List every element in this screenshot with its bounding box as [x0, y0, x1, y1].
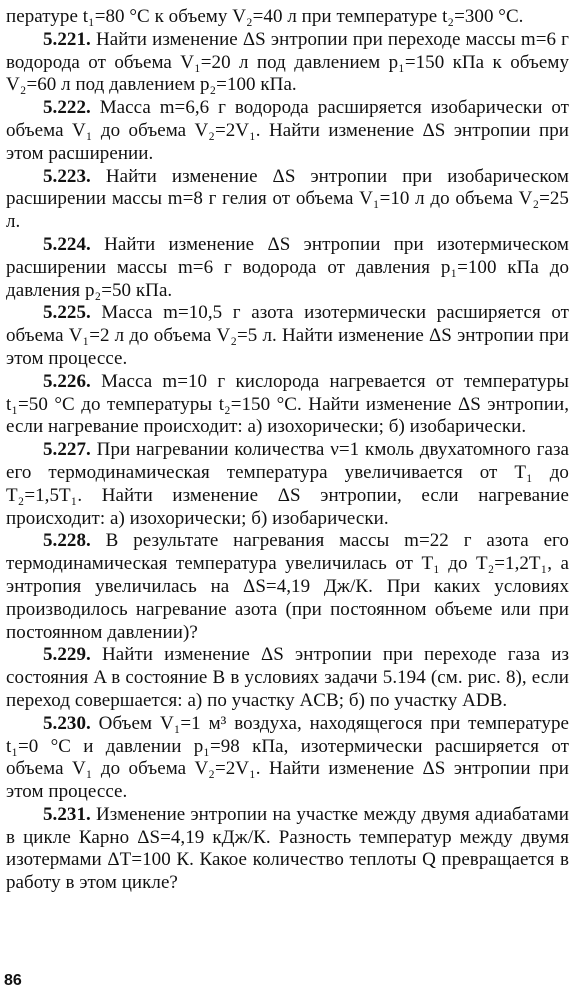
intro-continuation: пературе t₁=80 °С к объему V₂=40 л при температуре t₂=300 °С. [6, 6, 524, 27]
problem-text: Масса m=10,5 г азота изотермически расширяется от объема V₁=2 л до объема V₂=5 л. Найти изменение ΔS энтропии при этом процессе. [6, 302, 569, 369]
problem-number: 5.227. [43, 439, 91, 461]
problem-text: Изменение энтропии на участке между двумя адиабатами в цикле Карно ΔS=4,19 кДж/К. Разность температур между двумя изотермами ΔT=100 К. Какое количество теплоты Q превращается в работу в этом цикле? [6, 803, 569, 894]
problem-5-221 [6, 29, 569, 97]
problem-number: 5.228. [43, 530, 91, 552]
problem-number: 5.226. [43, 370, 91, 392]
problem-5-223 [6, 166, 569, 234]
problem-5-225 [6, 302, 569, 370]
problem-text: Найти изменение ΔS энтропии при изотермическом расширении массы m=6 г водорода от давления p₁=100 кПа до давления p₂=50 кПа. [6, 233, 569, 301]
problem-number: 5.224. [43, 233, 91, 255]
problem-number: 5.230. [43, 712, 91, 734]
problem-number: 5.225. [43, 302, 91, 324]
problem-5-226 [6, 371, 569, 439]
problem-text: Найти изменение ΔS энтропии при изобарическом расширении массы m=8 г гелия от объема V₁=10 л до объема V₂=25 л. [6, 165, 569, 233]
problem-5-222 [6, 97, 569, 165]
problem-text: В результате нагревания массы m=22 г азота его термодинамическая температура увеличилась от T₁ до T₂=1,2T₁, а энтропия увеличилась на ΔS=4,19 Дж/К. При каких условиях производилось нагревание азота (при постоянном объеме или при постоянном давлении)? [6, 530, 569, 643]
problem-5-230 [6, 713, 569, 804]
problem-text: При нагревании количества ν=1 кмоль двухатомного газа его термодинамическая температура увеличивается от T₁ до T₂=1,5T₁. Найти изменение ΔS энтропии, если нагревание происходит: а) изохорически; б) изобарически. [6, 439, 569, 529]
problem-number: 5.231. [43, 803, 91, 825]
problem-text: Масса m=6,6 г водорода расширяется изобарически от объема V₁ до объема V₂=2V₁. Найти изменение ΔS энтропии при этом расширении. [6, 97, 569, 164]
problem-number: 5.223. [43, 165, 91, 187]
page-number: 86 [4, 972, 22, 989]
problem-5-231 [6, 804, 569, 895]
problem-list [6, 29, 569, 895]
problem-text: Объем V₁=1 м³ воздуха, находящегося при температуре t₁=0 °С и давлении p₁=98 кПа, изотермически расширяется от объема V₁ до объема V₂=2V₁. Найти изменение ΔS энтропии при этом процессе. [6, 712, 569, 803]
problem-number: 5.229. [43, 644, 91, 666]
problem-5-228 [6, 530, 569, 644]
problem-text: Найти изменение ΔS энтропии при переходе газа из состояния A в состояние B в условиях задачи 5.194 (см. рис. 8), если переход совершается: а) по участку ACB; б) по участку ADB. [6, 644, 569, 711]
problem-text: Найти изменение ΔS энтропии при переходе массы m=6 г водорода от объема V₁=20 л под давлением p₁=150 кПа к объему V₂=60 л под давлением p₂=100 кПа. [6, 28, 569, 96]
problem-5-227 [6, 439, 569, 530]
problem-5-224 [6, 234, 569, 302]
problem-number: 5.222. [43, 97, 91, 119]
problem-5-229 [6, 644, 569, 712]
problem-number: 5.221. [43, 28, 91, 50]
problem-text: Масса m=10 г кислорода нагревается от температуры t₁=50 °С до температуры t₂=150 °С. Найти изменение ΔS энтропии, если нагревание происходит: а) изохорически; б) изобарически. [6, 370, 569, 438]
